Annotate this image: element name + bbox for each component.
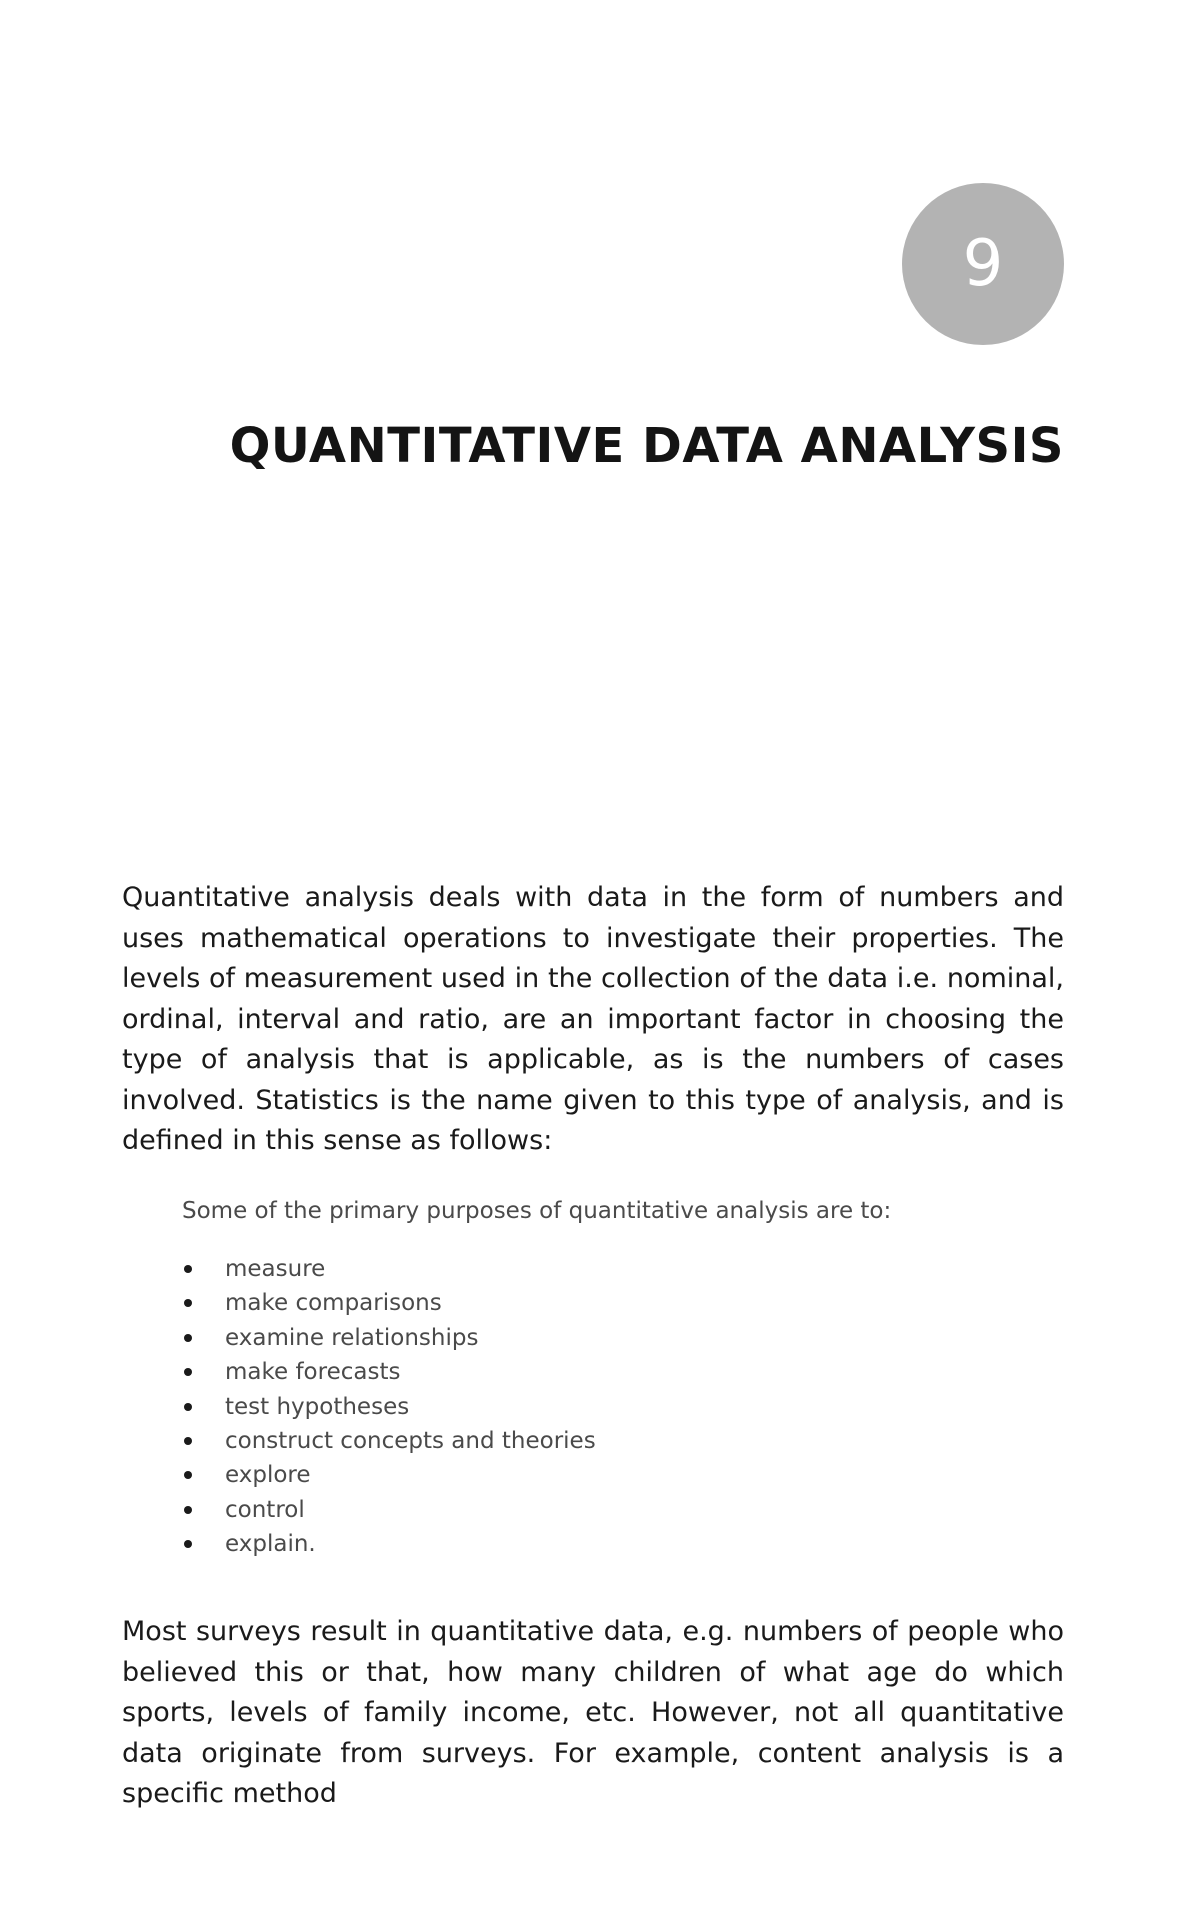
purposes-intro: Some of the primary purposes of quantitative analysis are to: xyxy=(182,1198,892,1224)
list-item-text: control xyxy=(225,1496,305,1523)
bullet-icon xyxy=(184,1506,192,1514)
list-item xyxy=(182,1527,982,1561)
list-item xyxy=(182,1355,982,1389)
bullet-icon xyxy=(184,1471,192,1479)
list-item xyxy=(182,1390,982,1424)
bullet-icon xyxy=(184,1437,192,1445)
list-item xyxy=(182,1252,982,1286)
bullet-icon xyxy=(184,1265,192,1273)
list-item-text: explore xyxy=(225,1462,311,1489)
bullet-icon xyxy=(184,1403,192,1411)
list-item-text: make forecasts xyxy=(225,1359,401,1386)
list-item xyxy=(182,1458,982,1492)
chapter-number-badge xyxy=(902,183,1064,345)
chapter-number: 9 xyxy=(962,227,1004,301)
bullet-icon xyxy=(184,1540,192,1548)
bullet-icon xyxy=(184,1368,192,1376)
list-item xyxy=(182,1321,982,1355)
bullet-icon xyxy=(184,1299,192,1307)
list-item xyxy=(182,1286,982,1320)
list-item xyxy=(182,1424,982,1458)
list-item xyxy=(182,1493,982,1527)
list-item-text: make comparisons xyxy=(225,1290,442,1317)
list-item-text: measure xyxy=(225,1256,326,1282)
purposes-list xyxy=(182,1252,982,1562)
closing-paragraph: Most surveys result in quantitative data, e.g. numbers of people who believed this or that, how many children of what age do which sports, levels of family income, etc. However, not all quantitative data originate from surveys. For example, content analysis is a specific method xyxy=(122,1616,1064,1809)
purposes-block xyxy=(182,1196,982,1562)
intro-paragraph: Quantitative analysis deals with data in the form of numbers and uses mathematical operations to investigate their properties. The levels of measurement used in the collection of the data i.e. nominal, ordinal, interval and ratio, are an important factor in choosing the type of analysis that is applicable, as is the numbers of cases involved. Statistics is the name given to this type of analysis, and is defined in this sense as follows: xyxy=(122,882,1064,1156)
chapter-title: QUANTITATIVE DATA ANALYSIS xyxy=(229,418,1064,474)
list-item-text: examine relationships xyxy=(225,1324,479,1351)
list-item-text: explain. xyxy=(225,1531,316,1558)
list-item-text: construct concepts and theories xyxy=(225,1427,596,1454)
bullet-icon xyxy=(184,1334,192,1342)
list-item-text: test hypotheses xyxy=(225,1393,410,1420)
